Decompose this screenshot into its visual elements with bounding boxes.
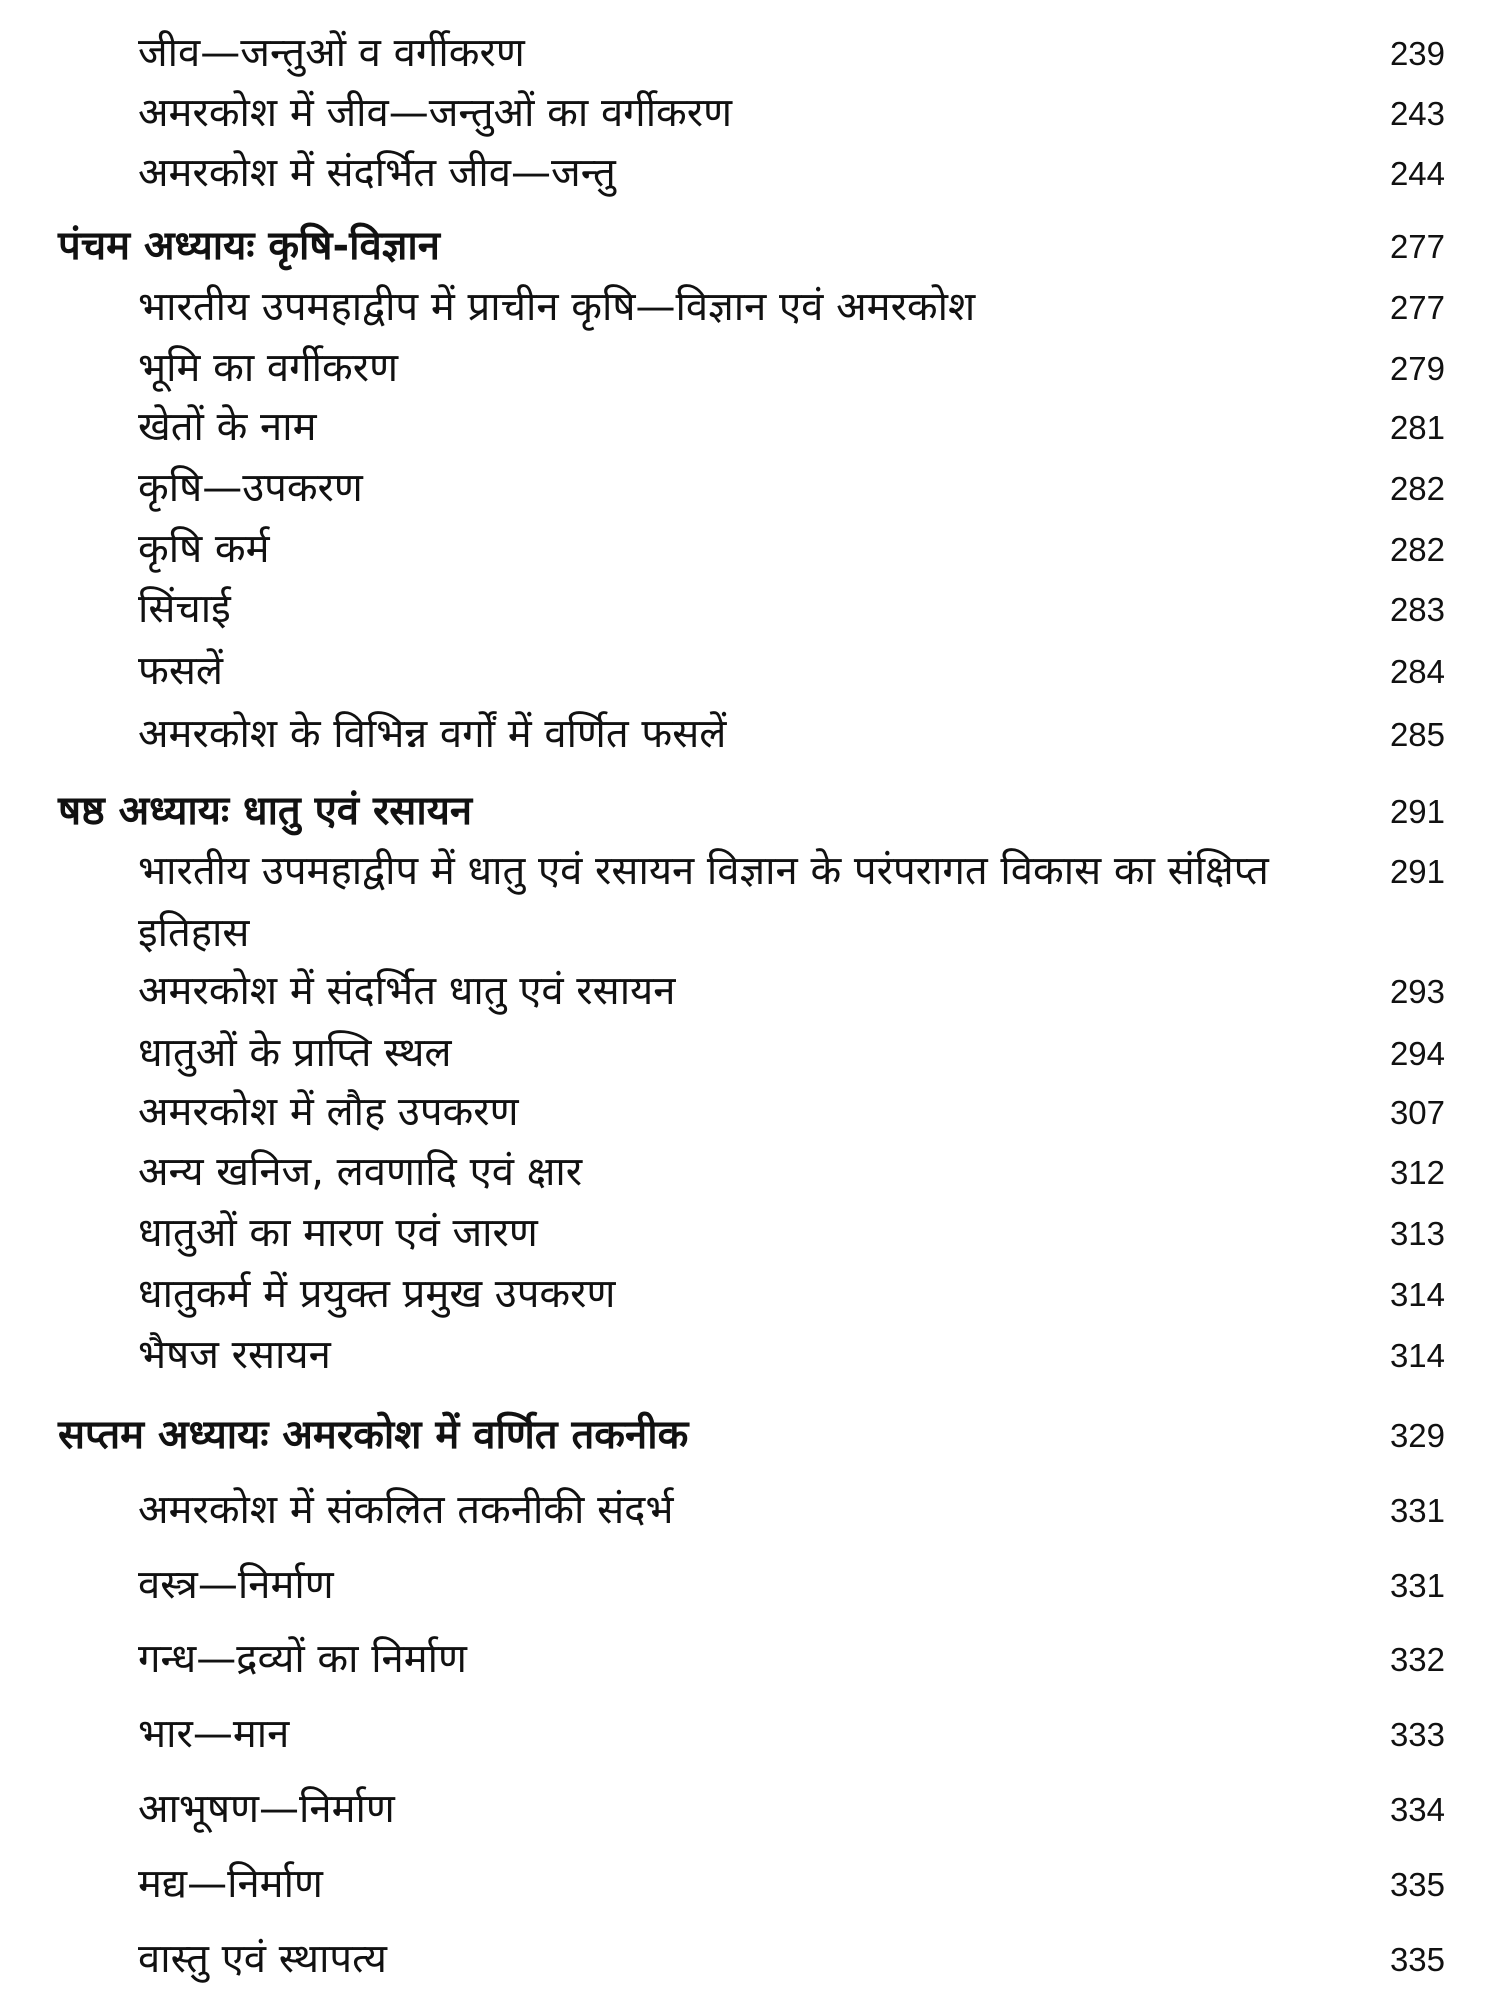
entry-title: धातुओं का मारण एवं जारण (138, 1210, 538, 1256)
entry-title: कृषि कर्म (138, 526, 270, 572)
chapter-title: पंचम अध्यायः कृषि-विज्ञान (58, 223, 440, 269)
page-number: 294 (1389, 1035, 1445, 1072)
entry-title: जीव—जन्तुओं व वर्गीकरण (138, 30, 525, 76)
entry-title: अमरकोश में लौह उपकरण (138, 1089, 519, 1135)
entry-title: खेतों के नाम (138, 404, 317, 450)
entry-title: मद्य—निर्माण (138, 1861, 323, 1907)
entry-title: सिंचाई (138, 586, 231, 632)
page-number: 291 (1389, 853, 1445, 890)
page-number: 284 (1389, 653, 1445, 690)
entry-title: धातुकर्म में प्रयुक्त प्रमुख उपकरण (138, 1271, 616, 1317)
page-number: 331 (1389, 1492, 1445, 1529)
page-number: 281 (1389, 409, 1445, 446)
entry-title: अमरकोश में संदर्भित धातु एवं रसायन (138, 968, 676, 1014)
page-number: 314 (1389, 1276, 1445, 1313)
entry-title: कृषि—उपकरण (138, 465, 363, 511)
chapter-title: षष्ठ अध्यायः धातु एवं रसायन (58, 788, 473, 834)
page-number: 277 (1389, 228, 1445, 265)
entry-title: अमरकोश में संकलित तकनीकी संदर्भ (138, 1487, 674, 1533)
page-number: 312 (1389, 1154, 1445, 1191)
entry-title: धातुओं के प्राप्ति स्थल (138, 1030, 452, 1076)
page-number: 282 (1389, 470, 1445, 507)
page-number: 307 (1389, 1094, 1445, 1131)
page-number: 331 (1389, 1567, 1445, 1604)
page-number: 335 (1389, 1866, 1445, 1903)
entry-title: गन्ध—द्रव्यों का निर्माण (138, 1636, 467, 1682)
entry-title: फसलें (138, 648, 223, 694)
entry-title: अन्य खनिज, लवणादि एवं क्षार (138, 1149, 583, 1195)
entry-title: भार—मान (138, 1711, 290, 1757)
entry-title: वस्त्र—निर्माण (138, 1562, 334, 1608)
page-number: 279 (1389, 350, 1445, 387)
entry-title: भैषज रसायन (138, 1332, 331, 1378)
entry-title: वास्तु एवं स्थापत्य (138, 1936, 387, 1982)
page-number: 314 (1389, 1337, 1445, 1374)
page-number: 291 (1389, 793, 1445, 830)
page-number: 283 (1389, 591, 1445, 628)
entry-title: भारतीय उपमहाद्वीप में धातु एवं रसायन विज्ञान के परंपरागत विकास का संक्षिप्त इतिहास (138, 848, 1269, 956)
entry-title: भूमि का वर्गीकरण (138, 345, 399, 391)
page-number: 285 (1389, 716, 1445, 753)
entry-title: आभूषण—निर्माण (138, 1786, 395, 1832)
page-number: 243 (1389, 95, 1445, 132)
page-number: 334 (1389, 1791, 1445, 1828)
entry-title: अमरकोश के विभिन्न वर्गों में वर्णित फसलें (138, 711, 727, 757)
chapter-title: सप्तम अध्यायः अमरकोश में वर्णित तकनीक (58, 1412, 689, 1458)
page-number: 277 (1389, 289, 1445, 326)
entry-title: अमरकोश में संदर्भित जीव—जन्तु (138, 150, 616, 196)
page-number: 244 (1389, 155, 1445, 192)
page-number: 329 (1389, 1417, 1445, 1454)
page-number: 335 (1389, 1941, 1445, 1978)
page-number: 282 (1389, 531, 1445, 568)
entry-title: अमरकोश में जीव—जन्तुओं का वर्गीकरण (138, 90, 733, 136)
page-number: 239 (1389, 35, 1445, 72)
entry-title: भारतीय उपमहाद्वीप में प्राचीन कृषि—विज्ञान एवं अमरकोश (138, 284, 976, 330)
page-number: 293 (1389, 973, 1445, 1010)
page-number: 333 (1389, 1716, 1445, 1753)
page-number: 332 (1389, 1641, 1445, 1678)
page-number: 313 (1389, 1215, 1445, 1252)
